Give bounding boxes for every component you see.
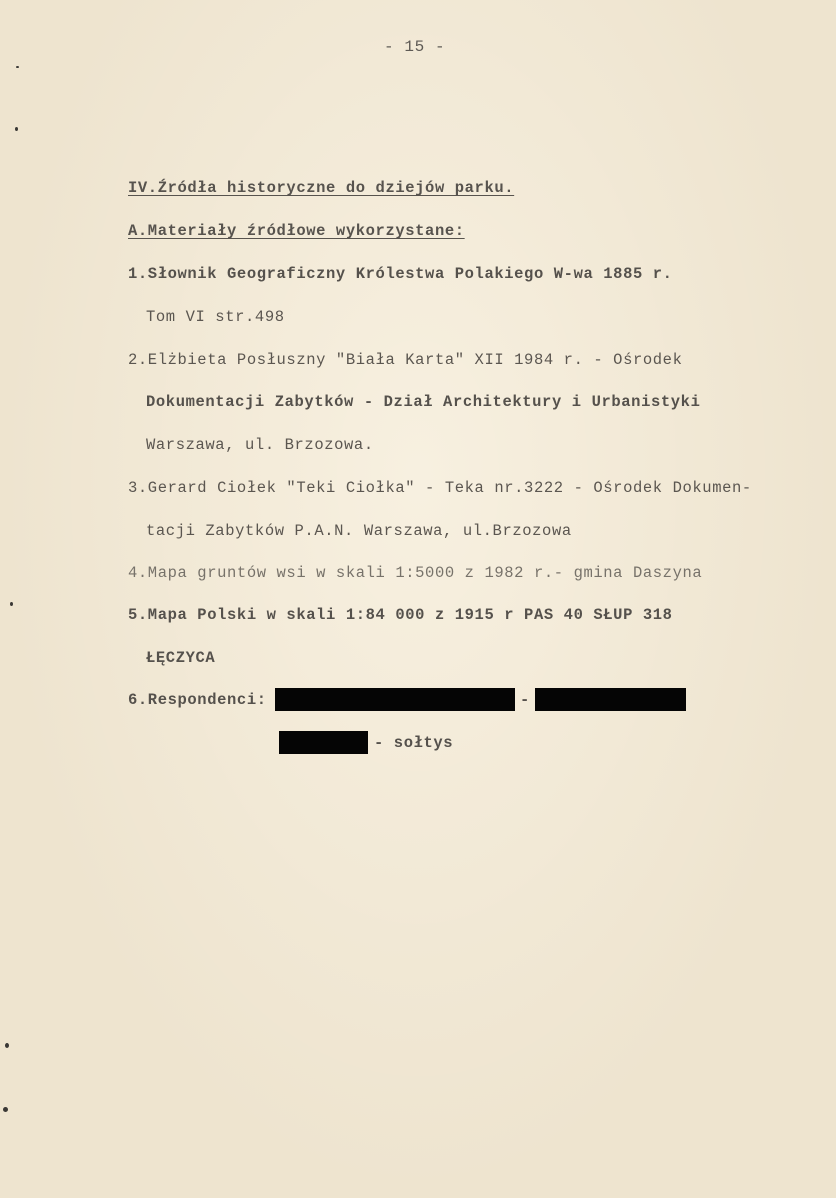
- entry-2-line-1: 2.Elżbieta Posłuszny "Biała Karta" XII 1984 r. - Ośrodek: [128, 351, 683, 369]
- entry-1-line-1: 1.Słownik Geograficzny Królestwa Polakiego W-wa 1885 r.: [128, 265, 673, 283]
- margin-speck: [16, 66, 19, 68]
- margin-speck: [3, 1107, 8, 1112]
- margin-speck: [5, 1043, 9, 1048]
- entry-4-line-1: 4.Mapa gruntów wsi w skali 1:5000 z 1982 r.- gmina Daszyna: [128, 564, 703, 582]
- redaction-bar: [535, 688, 686, 711]
- entry-5-line-1: 5.Mapa Polski w skali 1:84 000 z 1915 r PAS 40 SŁUP 318: [128, 606, 673, 624]
- entry-3-line-1: 3.Gerard Ciołek "Teki Ciołka" - Teka nr.3222 - Ośrodek Dokumen-: [128, 479, 752, 497]
- margin-speck: [15, 127, 18, 131]
- margin-speck: [10, 602, 13, 606]
- redaction-bar: [279, 731, 368, 754]
- entry-5-line-2: ŁĘCZYCA: [146, 649, 216, 667]
- entry-2-line-3: Warszawa, ul. Brzozowa.: [146, 436, 374, 454]
- redaction-bar: [275, 688, 515, 711]
- page-number: - 15 -: [384, 38, 446, 56]
- entry-6-dash: -: [520, 691, 530, 709]
- section-heading: IV.Źródła historyczne do dziejów parku.: [128, 179, 515, 197]
- subsection-heading: A.Materiały źródłowe wykorzystane:: [128, 222, 465, 240]
- entry-1-line-2: Tom VI str.498: [146, 308, 285, 326]
- entry-3-line-2: tacji Zabytków P.A.N. Warszawa, ul.Brzozowa: [146, 522, 572, 540]
- entry-6-line-2: - sołtys: [374, 734, 454, 752]
- entry-6-label: 6.Respondenci:: [128, 691, 267, 709]
- entry-2-line-2: Dokumentacji Zabytków - Dział Architektury i Urbanistyki: [146, 393, 701, 411]
